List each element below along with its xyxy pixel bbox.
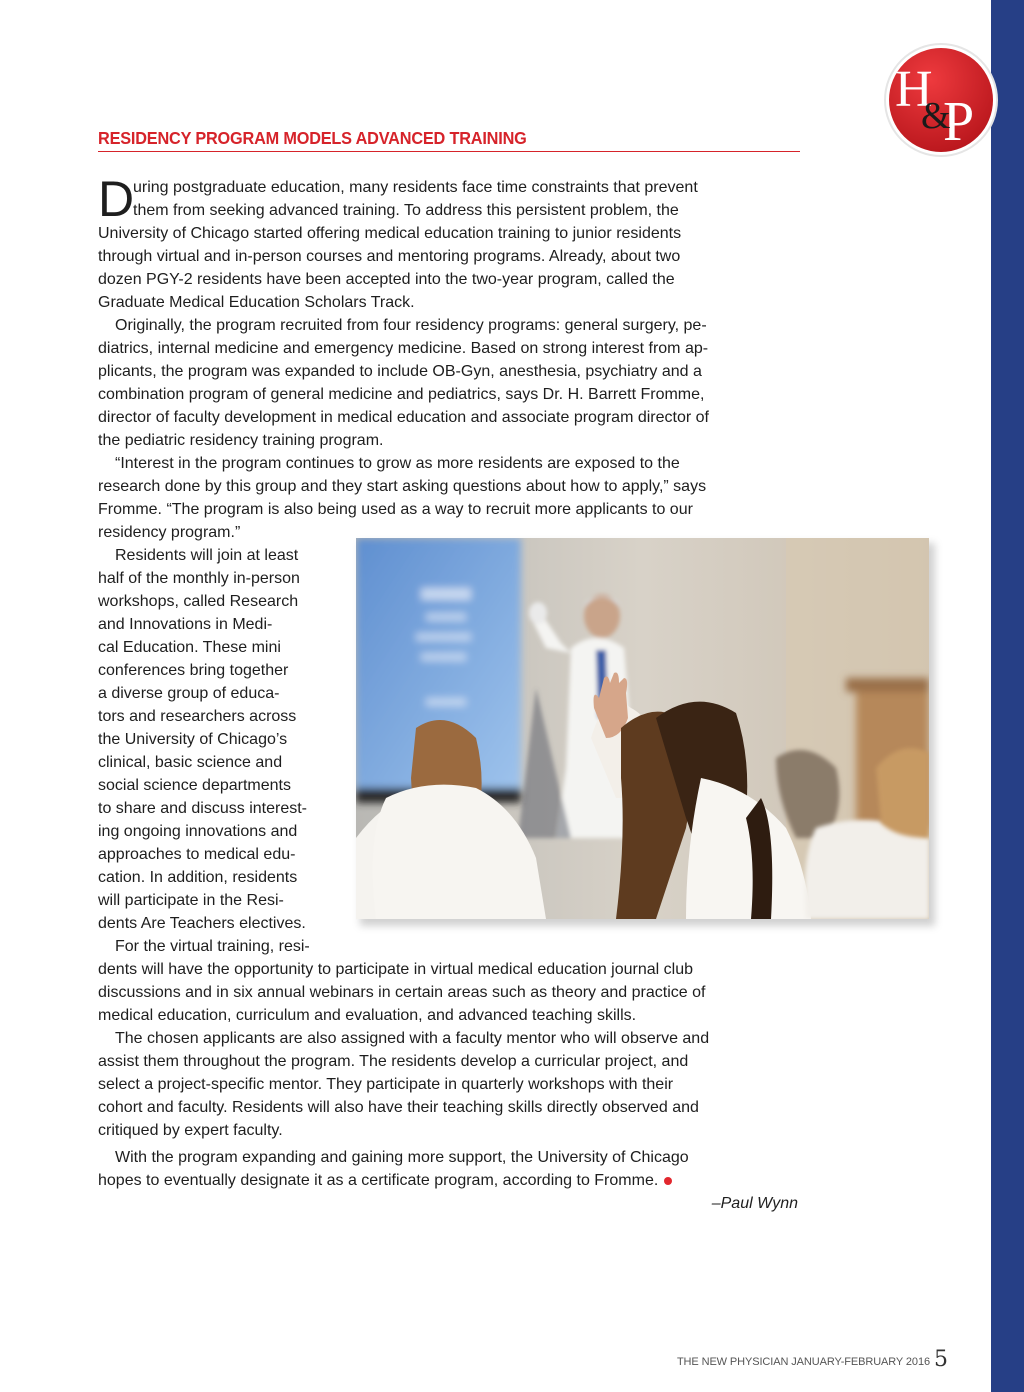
body-line: cation. In addition, residents (98, 869, 298, 886)
body-line: Fromme. “The program is also being used as a way to recruit more applicants to our (98, 501, 693, 518)
body-line: dents Are Teachers electives. (98, 915, 306, 932)
body-line: cal Education. These mini (98, 639, 281, 656)
body-line: dents will have the opportunity to participate in virtual medical education journal club (98, 961, 694, 978)
headline-rule (98, 151, 800, 152)
right-edge-bar (991, 0, 1024, 1392)
body-line: workshops, called Research (98, 593, 299, 610)
body-line: them from seeking advanced training. To address this persistent problem, the (133, 202, 679, 219)
body-line: conferences bring together (98, 662, 289, 679)
body-line: “Interest in the program continues to grow as more residents are exposed to the (115, 455, 680, 472)
body-line: discussions and in six annual webinars in certain areas such as theory and practice of (98, 984, 706, 1001)
body-line: approaches to medical edu- (98, 846, 296, 863)
body-line: plicants, the program was expanded to include OB-Gyn, anesthesia, psychiatry and a (98, 363, 702, 380)
classroom-photo-icon (356, 538, 929, 919)
body-line: will participate in the Resi- (98, 892, 284, 909)
body-line: to share and discuss interest- (98, 800, 307, 817)
hp-logo (879, 40, 1003, 158)
hp-logo-icon (879, 40, 1003, 158)
body-line: select a project-specific mentor. They participate in quarterly workshops with their (98, 1076, 674, 1093)
body-line: the University of Chicago’s (98, 731, 288, 748)
svg-text:H: H (895, 61, 933, 118)
end-mark-icon (664, 1177, 672, 1185)
byline: –Paul Wynn (711, 1195, 798, 1212)
body-line: The chosen applicants are also assigned with a faculty mentor who will observe and (115, 1030, 710, 1047)
body-line-last (98, 1169, 672, 1192)
body-line: tors and researchers across (98, 708, 297, 725)
body-line: ing ongoing innovations and (98, 823, 298, 840)
body-line: residency program.” (98, 524, 241, 541)
body-line: Residents will join at least (115, 547, 299, 564)
body-line: half of the monthly in-person (98, 570, 300, 587)
body-line-text: hopes to eventually designate it as a certificate program, according to Fromme. (98, 1172, 659, 1189)
page-number: 5 (934, 1347, 948, 1372)
body-line: director of faculty development in medical education and associate program director of (98, 409, 709, 426)
svg-text:P: P (943, 91, 975, 153)
body-line: cohort and faculty. Residents will also have their teaching skills directly observed and (98, 1099, 699, 1116)
body-line: assist them throughout the program. The residents develop a curricular project, and (98, 1053, 689, 1070)
body-line: University of Chicago started offering medical education training to junior residents (98, 225, 682, 242)
body-line: a diverse group of educa- (98, 685, 280, 702)
body-line: research done by this group and they start asking questions about how to apply,” says (98, 478, 707, 495)
body-line: uring postgraduate education, many residents face time constraints that prevent (133, 179, 698, 196)
footer-publication: THE NEW PHYSICIAN JANUARY-FEBRUARY 2016 (676, 1356, 930, 1368)
body-line: With the program expanding and gaining more support, the University of Chicago (115, 1149, 689, 1166)
body-line: Graduate Medical Education Scholars Track. (98, 294, 415, 311)
body-line: dozen PGY-2 residents have been accepted into the two-year program, called the (98, 271, 675, 288)
body-line: through virtual and in-person courses and mentoring programs. Already, about two (98, 248, 681, 265)
classroom-photo (356, 538, 929, 919)
body-line: the pediatric residency training program. (98, 432, 384, 449)
body-line: clinical, basic science and (98, 754, 283, 771)
article-headline: RESIDENCY PROGRAM MODELS ADVANCED TRAINING (98, 128, 527, 148)
body-line: Originally, the program recruited from four residency programs: general surgery, pe- (115, 317, 707, 334)
body-line: social science departments (98, 777, 291, 794)
body-line: medical education, curriculum and evaluation, and advanced teaching skills. (98, 1007, 637, 1024)
body-line: combination program of general medicine and pediatrics, says Dr. H. Barrett Fromme, (98, 386, 705, 403)
drop-cap: D (98, 171, 135, 227)
body-line: and Innovations in Medi- (98, 616, 273, 633)
body-line: For the virtual training, resi- (115, 938, 310, 955)
body-line: critiqued by expert faculty. (98, 1122, 283, 1139)
svg-text:&: & (921, 95, 951, 137)
body-line: diatrics, internal medicine and emergency medicine. Based on strong interest from ap- (98, 340, 709, 357)
